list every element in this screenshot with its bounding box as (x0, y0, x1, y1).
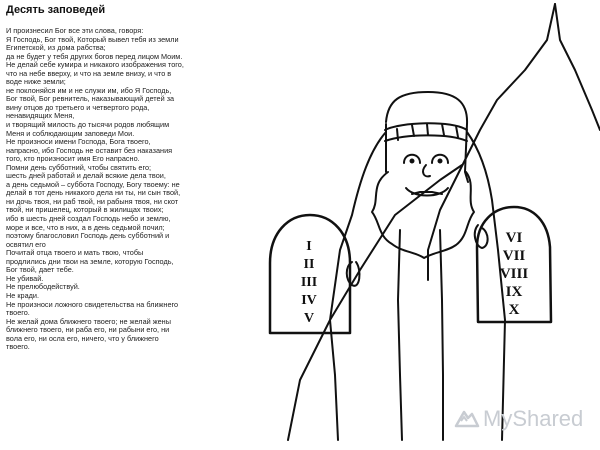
watermark-text: MyShared (483, 406, 584, 431)
text-line: Почитай отца твоего и мать твою, чтобы (6, 248, 144, 258)
text-line: того, кто произносит имя Его напрасно. (6, 154, 140, 164)
myshared-logo-icon (452, 408, 480, 430)
right-numeral: IX (505, 284, 523, 300)
right-numeral: VIII (499, 266, 529, 282)
text-line: море и все, что в них, а в день седьмой почил; (6, 222, 165, 232)
text-line: И произнесил Бог все эти слова, говоря: (6, 26, 144, 35)
text-line: твоего. (6, 342, 30, 352)
mountain-line-right (555, 4, 600, 130)
text-line: Бог твой, дает тебе. (6, 265, 74, 275)
text-line: Меня и соблюдающим заповеди Мои. (6, 128, 135, 138)
text-line: да не будет у тебя других богов перед лицом Моим. (6, 51, 183, 61)
left-numeral: IV (301, 293, 317, 308)
text-line: воде ниже земли; (6, 77, 66, 87)
text-line: напрасно, ибо Господь не оставит без наказания (6, 145, 173, 155)
text-line: ближнего твоего, ни раба его, ни рабыни его, ни (6, 325, 170, 335)
text-line: Не прелюбодействуй. (6, 282, 80, 292)
text-line: Я Господь, Бог твой, Который вывел тебя из земли (6, 34, 179, 44)
text-line: твоего. (6, 308, 30, 318)
text-line: Не делай себе кумира и никакого изображения того, (6, 60, 184, 70)
right-numeral: X (508, 302, 520, 318)
text-line: продлились дни твои на земле, которую Господь, (6, 256, 174, 266)
text-line: вола его, ни осла его, ничего, что у ближнего (6, 333, 159, 343)
text-line: Помни день субботний, чтобы святить его; (6, 162, 152, 172)
left-numeral: II (303, 257, 315, 272)
text-line: Египетской, из дома рабства; (6, 43, 106, 53)
text-line: а день седьмой – суббота Господу, Богу твоему: не (6, 179, 180, 189)
text-line: вину отцов до третьего и четвертого рода, (6, 102, 150, 112)
text-line: ибо в шесть дней создал Господь небо и землю, (6, 214, 171, 224)
left-numeral: III (300, 275, 318, 290)
text-line: не поклоняйся им и не служи им, ибо Я Господь, (6, 85, 172, 95)
page-title: Десять заповедей (6, 4, 106, 16)
watermark (452, 406, 583, 432)
text-line: ненавидящих Меня, (6, 111, 75, 121)
beard-outline (372, 172, 474, 258)
text-line: Не произноси имени Господа, Бога твоего, (6, 137, 151, 147)
text-line: Не произноси ложного свидетельства на ближнего (6, 299, 179, 309)
right-numeral: VI (505, 230, 523, 246)
text-line: Бог твой, Бог ревнитель, наказывающий детей за (6, 94, 175, 104)
robe-outline (330, 132, 386, 440)
text-line: ни дочь твоя, ни раб твой, ни рабыня твоя, ни скот (6, 196, 179, 206)
text-line: Не желай дома ближнего твоего; не желай жены (6, 316, 171, 326)
text-line: что на небе вверху, и что на земле внизу, и что в (6, 68, 172, 78)
text-line: Не кради. (6, 290, 40, 300)
right-numeral: VII (502, 248, 526, 264)
text-line: твой, ни пришелец, который в жилищах твоих; (6, 205, 164, 215)
left-numeral: I (306, 239, 312, 254)
text-line: шесть дней работай и делай всякие дела твои, (6, 171, 166, 181)
left-numeral: V (303, 311, 315, 326)
text-line: делай в тот день никакого дела ни ты, ни сын твой, (6, 188, 181, 198)
mountain-line-left (428, 4, 555, 280)
text-line: и творящий милость до тысячи родов любящим (6, 120, 170, 130)
text-line: освятил его (6, 239, 46, 249)
text-line: Не убивай. (6, 273, 44, 283)
text-line: поэтому благословил Господь день субботний и (6, 231, 170, 241)
